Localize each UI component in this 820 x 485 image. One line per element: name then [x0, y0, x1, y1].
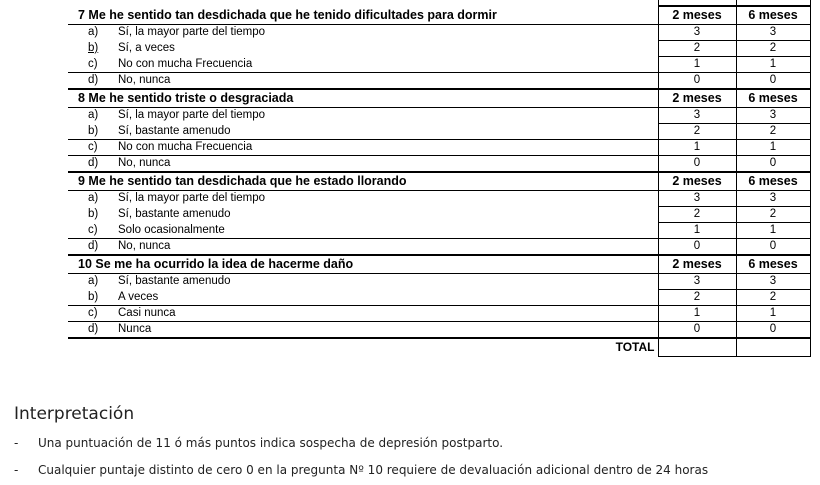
score-6-meses: 1 — [736, 223, 810, 239]
score-6-meses: 3 — [736, 191, 810, 207]
option-row — [68, 140, 810, 156]
option-row — [68, 156, 810, 173]
option-text: Sí, bastante amenudo — [118, 275, 231, 288]
column-6-meses: 6 meses — [736, 6, 810, 25]
score-2-meses: 0 — [658, 73, 736, 90]
option-row — [68, 25, 810, 41]
option-row — [68, 239, 810, 256]
score-6-meses: 0 — [736, 73, 810, 90]
option-letter: b) — [88, 42, 99, 54]
option-row — [68, 57, 810, 73]
score-6-meses: 2 — [736, 207, 810, 223]
score-2-meses: 3 — [658, 25, 736, 41]
score-2-meses: 1 — [658, 57, 736, 73]
option-text: No, nunca — [118, 157, 171, 169]
option-letter: a) — [88, 192, 99, 205]
option-text: Sí, la mayor parte del tiempo — [118, 26, 266, 39]
interpretation-bullet — [14, 463, 708, 477]
option-text: Casi nunca — [118, 307, 176, 319]
epds-questionnaire-table — [68, 0, 811, 357]
score-2-meses: 3 — [658, 274, 736, 290]
option-letter: c) — [88, 307, 98, 319]
option-letter: d) — [88, 240, 99, 252]
column-6-meses: 6 meses — [736, 89, 810, 108]
column-2-meses: 2 meses — [658, 255, 736, 274]
score-6-meses: 1 — [736, 140, 810, 156]
option-text: Sí, bastante amenudo — [118, 208, 231, 220]
question-title: 9 Me he sentido tan desdichada que he estado llorando — [68, 172, 658, 191]
question-header-row — [68, 172, 810, 191]
option-letter: a) — [88, 26, 99, 39]
score-2-meses: 0 — [658, 322, 736, 339]
option-row — [68, 274, 810, 290]
bullet-text: Cualquier puntaje distinto de cero 0 en la pregunta Nº 10 requiere de devaluación adicional dentro de 24 horas — [38, 463, 709, 477]
option-text: No, nunca — [118, 74, 171, 86]
score-6-meses: 1 — [736, 57, 810, 73]
option-letter: d) — [88, 74, 99, 86]
score-2-meses: 2 — [658, 124, 736, 140]
score-2-meses: 2 — [658, 290, 736, 306]
question-title: 8 Me he sentido triste o desgraciada — [68, 89, 658, 108]
score-6-meses: 2 — [736, 41, 810, 57]
interpretation-heading: Interpretación — [14, 404, 135, 424]
bullet-dash: - — [14, 463, 19, 477]
score-2-meses: 3 — [658, 108, 736, 124]
option-text: Sí, bastante amenudo — [118, 124, 231, 137]
column-2-meses: 2 meses — [658, 89, 736, 108]
option-text: Nunca — [118, 323, 152, 335]
score-2-meses: 2 — [658, 207, 736, 223]
column-2-meses: 2 meses — [658, 6, 736, 25]
option-row — [68, 290, 810, 306]
question-title: 7 Me he sentido tan desdichada que he tenido dificultades para dormir — [68, 6, 658, 25]
score-6-meses: 3 — [736, 25, 810, 41]
option-letter: c) — [88, 223, 98, 236]
score-6-meses: 1 — [736, 306, 810, 322]
option-letter: c) — [88, 141, 98, 153]
score-6-meses: 3 — [736, 108, 810, 124]
score-2-meses: 2 — [658, 41, 736, 57]
option-row — [68, 191, 810, 207]
option-letter: a) — [88, 275, 99, 288]
option-letter: c) — [88, 57, 98, 70]
option-letter: d) — [88, 157, 99, 169]
total-6-meses-cell[interactable] — [736, 338, 810, 357]
score-2-meses: 3 — [658, 191, 736, 207]
column-6-meses: 6 meses — [736, 172, 810, 191]
option-letter: d) — [88, 323, 99, 335]
option-row — [68, 223, 810, 239]
interpretation-bullet — [14, 436, 503, 450]
bullet-text: Una puntuación de 11 ó más puntos indica sospecha de depresión postparto. — [38, 436, 504, 450]
option-text: Sí, la mayor parte del tiempo — [118, 109, 266, 122]
option-letter: b) — [88, 124, 99, 137]
option-text: Solo ocasionalmente — [118, 223, 225, 236]
score-2-meses: 0 — [658, 156, 736, 173]
option-row — [68, 73, 810, 90]
score-2-meses: 1 — [658, 140, 736, 156]
option-text: Sí, a veces — [118, 42, 175, 54]
score-2-meses: 1 — [658, 223, 736, 239]
column-2-meses: 2 meses — [658, 172, 736, 191]
question-header-row — [68, 255, 810, 274]
total-row — [68, 338, 810, 357]
score-6-meses: 3 — [736, 274, 810, 290]
bullet-dash: - — [14, 436, 19, 450]
score-2-meses: 1 — [658, 306, 736, 322]
question-header-row — [68, 89, 810, 108]
total-2-meses-cell[interactable] — [658, 338, 736, 357]
option-row — [68, 322, 810, 339]
option-letter: b) — [88, 208, 99, 220]
option-row — [68, 207, 810, 223]
option-text: A veces — [118, 290, 159, 303]
option-row — [68, 108, 810, 124]
total-label: TOTAL — [68, 338, 658, 357]
epds-sheet — [68, 0, 810, 357]
score-6-meses: 2 — [736, 290, 810, 306]
option-row — [68, 41, 810, 57]
option-text: No, nunca — [118, 240, 171, 252]
option-letter: a) — [88, 109, 99, 122]
option-letter: b) — [88, 290, 99, 303]
score-6-meses: 0 — [736, 322, 810, 339]
option-text: No con mucha Frecuencia — [118, 141, 253, 153]
score-6-meses: 0 — [736, 156, 810, 173]
option-text: No con mucha Frecuencia — [118, 57, 253, 70]
option-text: Sí, la mayor parte del tiempo — [118, 192, 266, 205]
question-header-row — [68, 6, 810, 25]
question-title: 10 Se me ha ocurrido la idea de hacerme daño — [68, 255, 658, 274]
option-row — [68, 124, 810, 140]
score-6-meses: 0 — [736, 239, 810, 256]
score-2-meses: 0 — [658, 239, 736, 256]
score-6-meses: 2 — [736, 124, 810, 140]
column-6-meses: 6 meses — [736, 255, 810, 274]
option-row — [68, 306, 810, 322]
